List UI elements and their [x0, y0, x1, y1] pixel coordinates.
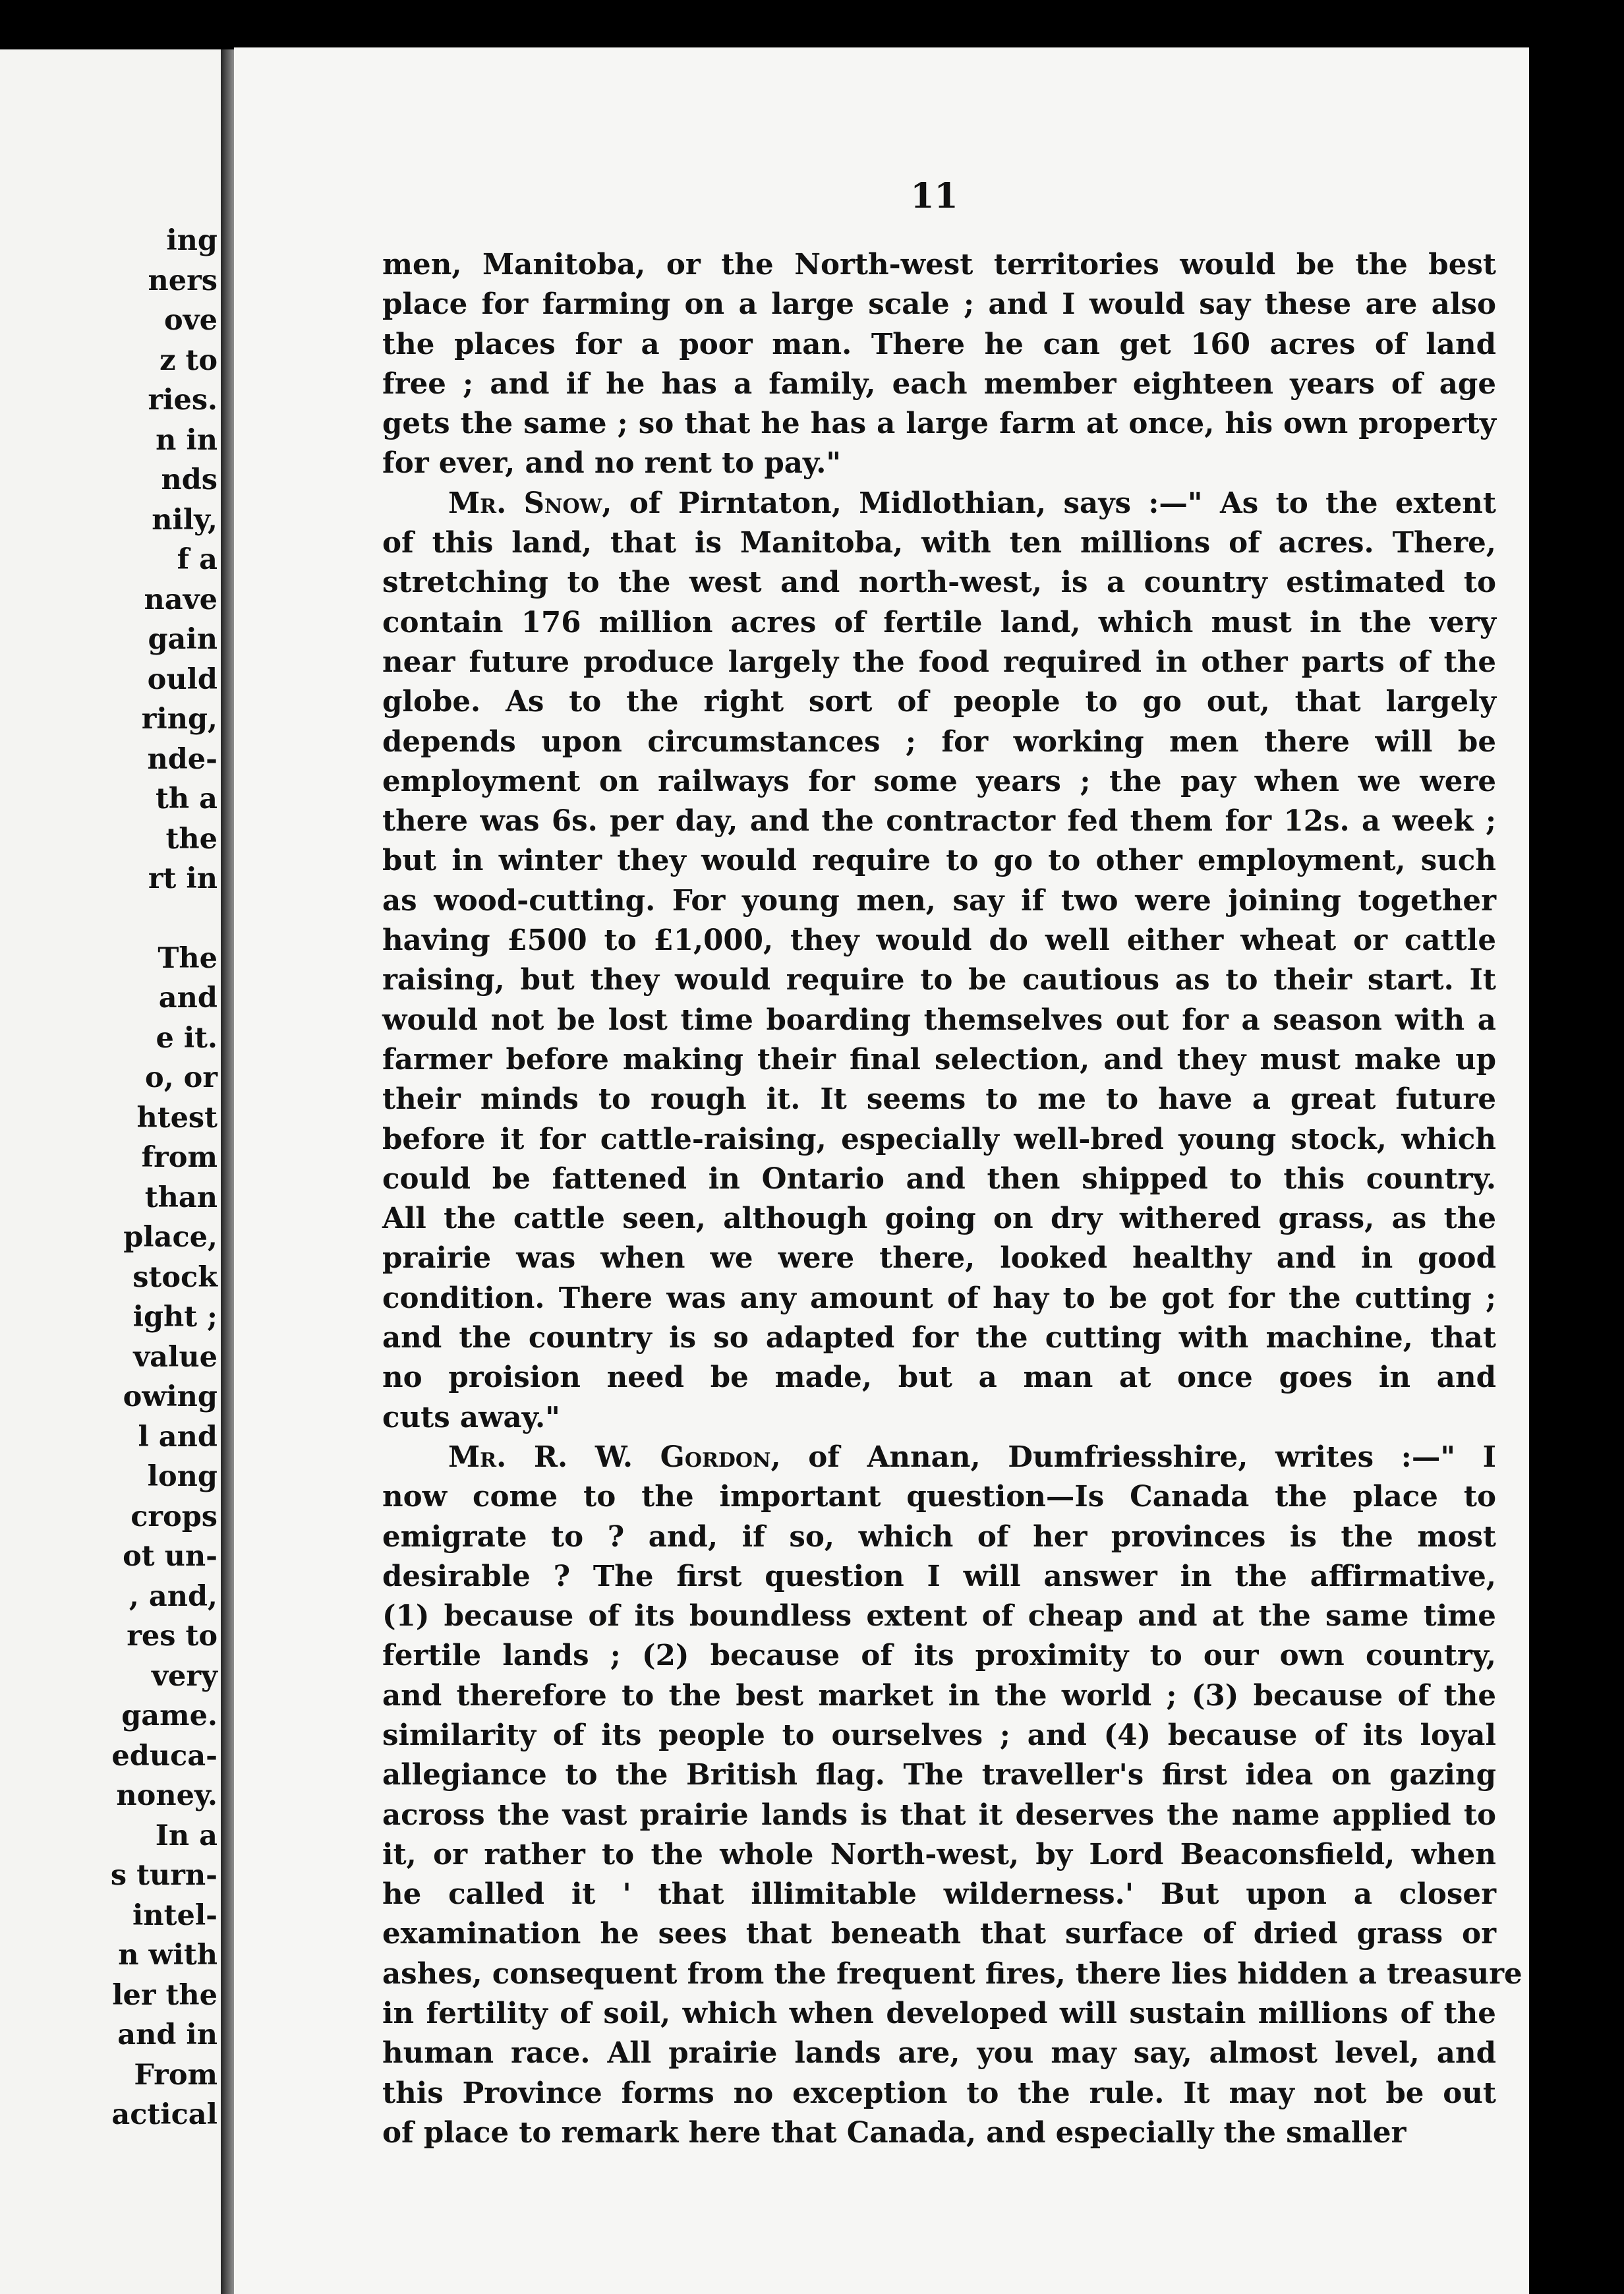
- text-line: raising, but they would require to be cautious as to their start. It: [382, 963, 1496, 997]
- text-line-content: of Annan, Dumfriesshire, writes :—" I: [780, 1440, 1496, 1474]
- left-page-line: ould: [147, 662, 218, 696]
- left-page-line: s turn-: [110, 1859, 218, 1892]
- left-page-line: e it.: [156, 1021, 218, 1055]
- left-page-line: value: [133, 1340, 218, 1374]
- left-page-line: n in: [156, 423, 218, 457]
- left-page-gap: [0, 899, 218, 939]
- left-page-line: z to: [160, 343, 218, 377]
- left-page-line: ler the: [112, 1978, 218, 2012]
- text-line: across the vast prairie lands is that it deserves the name applied to: [382, 1798, 1496, 1832]
- scan-border: [1529, 0, 1624, 2294]
- text-line: having £500 to £1,000, they would do well either wheat or cattle: [382, 924, 1496, 958]
- left-page-line: n with: [118, 1939, 218, 1972]
- text-line: in fertility of soil, which when developed will sustain millions of the: [382, 1997, 1496, 2031]
- text-line: but in winter they would require to go to other employment, such: [382, 844, 1496, 878]
- speaker-name: Mr. R. W. Gordon,: [448, 1440, 781, 1474]
- text-line: [382, 1438, 1496, 1477]
- left-page-line: gain: [148, 623, 218, 656]
- text-line: the places for a poor man. There he can get 160 acres of land: [382, 327, 1496, 361]
- left-page-line: owing: [123, 1380, 218, 1413]
- left-page-line: game.: [121, 1699, 218, 1732]
- text-line: place for farming on a large scale ; and I would say these are also: [382, 287, 1496, 322]
- text-line: allegiance to the British flag. The traveller's first idea on gazing: [382, 1758, 1496, 1792]
- text-line: this Province forms no exception to the rule. It may not be out: [382, 2076, 1496, 2110]
- left-page-line: intel-: [132, 1898, 218, 1932]
- text-line: emigrate to ? and, if so, which of her provinces is the most: [382, 1519, 1496, 1554]
- text-line: gets the same ; so that he has a large farm at once, his own property: [382, 407, 1496, 441]
- text-line: of place to remark here that Canada, and especially the smaller: [382, 2115, 1406, 2150]
- text-line: stretching to the west and north-west, is a country estimated to: [382, 566, 1496, 600]
- left-page-line: long: [147, 1460, 218, 1493]
- text-line-content: of Pirntaton, Midlothian, says :—" As to the extent: [612, 486, 1496, 520]
- speaker-name: Mr. Snow,: [448, 486, 612, 520]
- left-page-line: th a: [156, 782, 218, 815]
- text-line: contain 176 million acres of fertile land, which must in the very: [382, 605, 1496, 639]
- text-line: [382, 484, 1496, 523]
- text-line: human race. All prairie lands are, you may say, almost level, and: [382, 2036, 1496, 2071]
- text-line: prairie was when we were there, looked healthy and in good: [382, 1241, 1496, 1276]
- left-page-line: l and: [138, 1420, 218, 1454]
- left-page-line: The: [158, 941, 218, 975]
- text-line: would not be lost time boarding themselves out for a season with a: [382, 1003, 1496, 1037]
- left-page-line: rt in: [148, 862, 218, 895]
- text-line: globe. As to the right sort of people to go out, that largely: [382, 685, 1496, 719]
- left-page-line: ing: [166, 224, 218, 257]
- text-line: he called it ' that illimitable wilderness.' But upon a closer: [382, 1877, 1496, 1912]
- text-line: there was 6s. per day, and the contractor fed them for 12s. a week ;: [382, 804, 1496, 838]
- left-page-line: ot un-: [123, 1540, 218, 1573]
- text-line: it, or rather to the whole North-west, by Lord Beaconsfield, when: [382, 1837, 1496, 1871]
- left-page-line: In a: [155, 1819, 218, 1852]
- text-line: examination he sees that beneath that surface of dried grass or: [382, 1917, 1496, 1951]
- left-page-line: nily,: [152, 503, 218, 537]
- text-line: and the country is so adapted for the cutting with machine, that: [382, 1321, 1496, 1355]
- text-line: could be fattened in Ontario and then shipped to this country.: [382, 1162, 1496, 1196]
- left-page-line: ight ;: [132, 1301, 218, 1334]
- body-text: [382, 245, 1522, 2153]
- text-line: fertile lands ; (2) because of its proximity to our own country,: [382, 1639, 1496, 1673]
- left-page-fragment: [0, 49, 224, 2294]
- left-page-line: nds: [161, 463, 218, 496]
- book-gutter: [221, 49, 235, 2294]
- text-line: near future produce largely the food required in other parts of the: [382, 645, 1496, 679]
- text-line: now come to the important question—Is Canada the place to: [382, 1480, 1496, 1514]
- text-line: no proision need be made, but a man at once goes in and: [382, 1361, 1496, 1395]
- page-number: 11: [910, 176, 958, 216]
- left-page-line: educa-: [111, 1739, 218, 1773]
- left-page-line: htest: [136, 1101, 218, 1134]
- text-line: men, Manitoba, or the North-west territories would be the best: [382, 248, 1496, 281]
- text-line: employment on railways for some years ; the pay when we were: [382, 764, 1496, 798]
- text-line: farmer before making their final selection, and they must make up: [382, 1042, 1496, 1076]
- text-line: before it for cattle-raising, especially well-bred young stock, which: [382, 1122, 1496, 1156]
- left-page-line: res to: [127, 1620, 218, 1653]
- left-page-line: nave: [144, 583, 218, 616]
- text-line: (1) because of its boundless extent of cheap and at the same time: [382, 1599, 1496, 1633]
- left-page-line: f a: [177, 543, 218, 576]
- text-line: cuts away.": [382, 1400, 560, 1434]
- text-line: ashes, consequent from the frequent fires, there lies hidden a treasure: [382, 1956, 1522, 1991]
- left-page-line: actical: [111, 2098, 218, 2131]
- left-page-line: nde-: [147, 742, 218, 776]
- text-line: as wood-cutting. For young men, say if two were joining together: [382, 883, 1496, 918]
- text-line: of this land, that is Manitoba, with ten millions of acres. There,: [382, 526, 1496, 560]
- text-line: and therefore to the best market in the world ; (3) because of the: [382, 1678, 1496, 1713]
- left-page-line: noney.: [116, 1779, 218, 1812]
- text-line: All the cattle seen, although going on dry withered grass, as the: [382, 1202, 1496, 1236]
- left-page-line: and in: [117, 2018, 218, 2051]
- left-page-line: crops: [130, 1500, 218, 1533]
- left-page-line: the: [165, 822, 218, 856]
- left-page-line: o, or: [145, 1061, 218, 1094]
- text-line: for ever, and no rent to pay.": [382, 446, 842, 481]
- left-page-line: From: [134, 2058, 218, 2092]
- left-page-text: [0, 221, 218, 2135]
- left-page-line: than: [144, 1181, 218, 1214]
- left-page-line: very: [152, 1659, 218, 1693]
- left-page-line: and: [158, 982, 218, 1015]
- text-line: condition. There was any amount of hay to be got for the cutting ;: [382, 1281, 1496, 1315]
- main-page: [234, 47, 1529, 2294]
- left-page-line: ring,: [141, 703, 218, 736]
- left-page-line: ove: [163, 304, 218, 337]
- text-line: similarity of its people to ourselves ; and (4) because of its loyal: [382, 1718, 1496, 1752]
- left-page-line: ners: [148, 264, 218, 297]
- left-page-line: ries.: [148, 384, 218, 417]
- text-line: depends upon circumstances ; for working men there will be: [382, 724, 1496, 759]
- left-page-line: place,: [123, 1221, 218, 1254]
- left-page-line: stock: [132, 1260, 218, 1294]
- left-page-line: from: [141, 1141, 218, 1174]
- left-page-line: , and,: [129, 1579, 218, 1613]
- text-line: free ; and if he has a family, each member eighteen years of age: [382, 367, 1496, 401]
- text-line: desirable ? The first question I will answer in the affirmative,: [382, 1559, 1496, 1593]
- text-line: their minds to rough it. It seems to me to have a great future: [382, 1082, 1496, 1117]
